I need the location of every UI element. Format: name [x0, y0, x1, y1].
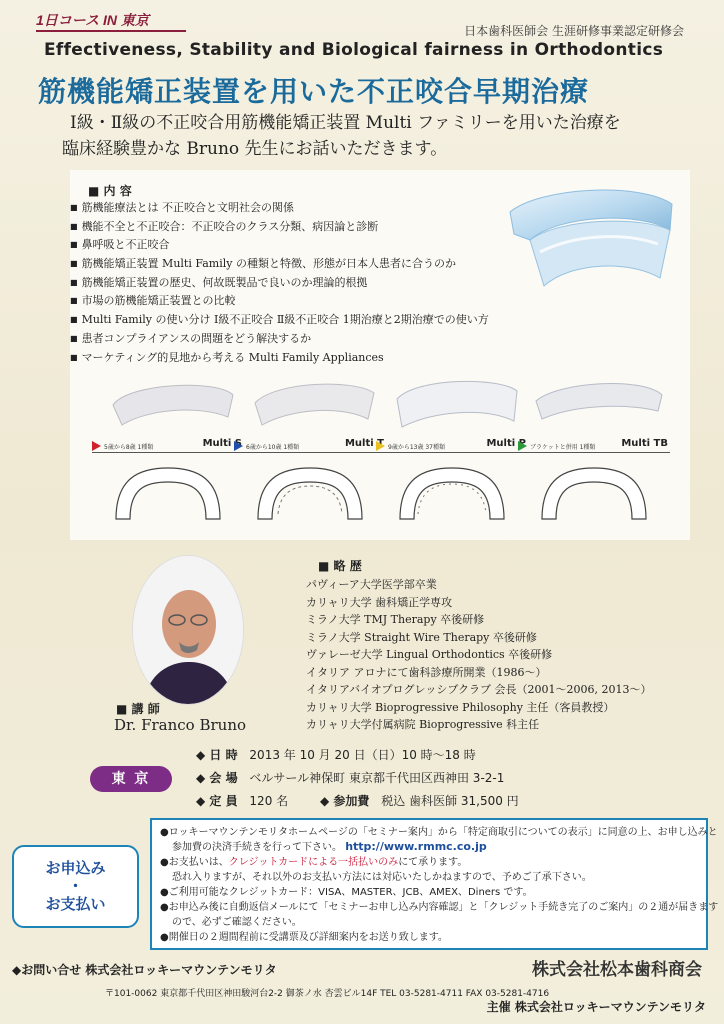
dental-arch-diagram — [250, 464, 370, 524]
event-venue — [196, 769, 504, 786]
list-item: ■ 鼻呼吸と不正咬合 — [70, 236, 510, 255]
apply-line: ●お申込み後に自動返信メールにて「セミナーお申し込み内容確認」と「クレジット手続き完了のご案内」の２通が届きます — [160, 902, 719, 913]
color-marker-icon — [92, 441, 101, 451]
list-item: ヴァレーゼ大学 Lingual Orthodontics 卒後研修 — [306, 648, 553, 661]
appliance-photo — [392, 375, 522, 430]
venue-value: ベルサール神保町 東京都千代田区西神田 3-2-1 — [249, 771, 505, 785]
product-multi-s — [104, 375, 248, 528]
course-tag-text: 1日コース IN 東京 — [36, 12, 149, 28]
list-item: ■ 筋機能矯正装置 Multi Family の種類と特徴、形態が日本人患者に合うのか — [70, 255, 510, 274]
appliance-photo — [108, 375, 238, 430]
date-label: ◆ 日 時 — [196, 748, 238, 762]
apply-badge-line-2: お支払い — [45, 895, 106, 913]
list-item: パヴィーア大学医学部卒業 — [306, 578, 437, 591]
color-marker-icon — [234, 441, 243, 451]
sponsor-name: 主催 株式会社ロッキーマウンテンモリタ — [486, 1000, 706, 1014]
course-tag-underline — [36, 30, 186, 32]
apply-line: 恐れ入りますが、それ以外のお支払い方法には対応いたしかねますので、予めご了承下さい。 — [172, 872, 592, 883]
website-link[interactable]: http://www.rmmc.co.jp — [345, 840, 487, 853]
list-item: ■ 機能不全と不正咬合：不正咬合のクラス分類、病因論と診断 — [70, 218, 510, 237]
accreditation-text: 日本歯科医師会 生涯研修事業認定研修会 — [464, 24, 684, 38]
bio-heading: ■ 略 歴 — [318, 559, 362, 573]
appliance-photo — [534, 375, 664, 430]
list-item: ■ 筋機能矯正装置の歴史、何故既製品で良いのか理論的根拠 — [70, 274, 510, 293]
bio-list — [306, 576, 696, 734]
event-fee — [320, 792, 519, 809]
list-item: ミラノ大学 TMJ Therapy 卒後研修 — [306, 613, 485, 626]
apply-line — [160, 840, 698, 855]
city-badge: 東 京 — [90, 766, 172, 792]
lecturer-name: Dr. Franco Bruno — [114, 716, 247, 734]
product-name: Multi TB — [621, 438, 668, 449]
intro-line-2: 臨床経験豊かな Bruno 先生にお話いただきます。 — [62, 139, 448, 159]
product-age: 5歳から8歳 1種類 — [104, 444, 154, 451]
intro-text — [62, 110, 700, 162]
list-item: ■ 筋機能療法とは 不正咬合と文明社会の関係 — [70, 199, 510, 218]
apply-line: ●ロッキーマウンテンモリタホームページの「セミナー案内」から「特定商取引についての表示」に同意の上、お申し込みと — [160, 827, 718, 838]
inquiry-text: ◆お問い合せ 株式会社ロッキーマウンテンモリタ — [12, 963, 277, 977]
fee-value: 税込 歯科医師 31,500 円 — [381, 794, 519, 808]
list-item: イタリアバイオプログレッシブクラブ 会長（2001～2006, 2013～） — [306, 683, 652, 696]
course-tag — [36, 10, 149, 30]
apply-highlight: クレジットカードによる一括払いのみ — [228, 857, 399, 868]
product-age: 9歳から13歳 37種類 — [388, 444, 445, 451]
list-item: ■ 患者コンプライアンスの問題をどう解決するか — [70, 330, 510, 349]
apply-info-box — [150, 818, 719, 950]
color-marker-icon — [518, 441, 527, 451]
product-multi-tb — [530, 375, 674, 528]
lecturer-heading: ■ 講 師 — [116, 702, 160, 716]
contents-list — [70, 199, 510, 367]
capacity-label: ◆ 定 員 — [196, 794, 238, 808]
dental-arch-diagram — [108, 464, 228, 524]
apply-text: 参加費の決済手続きを行って下さい。 — [172, 842, 342, 853]
inquiry-address: 〒101-0062 東京都千代田区神田駿河台2-2 御茶ノ水 杏雲ビル14F TEL 03-5281-4711 FAX 03-5281-4716 — [105, 989, 550, 999]
title-english: Effectiveness, Stability and Biological fairness in Orthodontics — [44, 40, 664, 60]
list-item: イタリア アロナにて歯科診療所開業（1986～） — [306, 665, 547, 679]
product-age: ブラケットと併用 1種類 — [530, 444, 596, 451]
apply-line: ●開催日の２週間程前に受講票及び詳細案内をお送り致します。 — [160, 932, 448, 943]
product-name: Multi S — [202, 438, 242, 449]
list-item: ■ Multi Family の使い分け Ⅰ級不正咬合 Ⅱ級不正咬合 1期治療と2期治療での使い方 — [70, 311, 510, 330]
contents-heading: ■ 内 容 — [88, 184, 132, 198]
apply-line: ので、必ずご確認ください。 — [172, 917, 302, 928]
product-name: Multi P — [486, 438, 526, 449]
appliance-photo — [500, 182, 680, 292]
apply-text: ●お支払いは、 — [160, 857, 229, 868]
lecturer-portrait — [132, 555, 244, 705]
apply-badge-line-1: お申込み — [45, 859, 106, 877]
intro-line-1: Ⅰ級・Ⅱ級の不正咬合用筋機能矯正装置 Multi ファミリーを用いた治療を — [70, 113, 621, 133]
apply-badge-dot: ・ — [67, 877, 83, 895]
cosponsor-name: 株式会社松本歯科商会 — [532, 960, 702, 980]
color-marker-icon — [376, 441, 385, 451]
apply-badge — [12, 845, 139, 928]
title-japanese: 筋機能矯正装置を用いた不正咬合早期治療 — [38, 75, 590, 108]
product-multi-p — [388, 375, 532, 528]
appliance-photo — [250, 375, 380, 430]
product-name: Multi T — [344, 438, 384, 449]
apply-line — [160, 855, 698, 870]
list-item: ミラノ大学 Straight Wire Therapy 卒後研修 — [306, 630, 537, 644]
fee-label: ◆ 参加費 — [320, 794, 370, 808]
apply-line: ●ご利用可能なクレジットカード：VISA、MASTER、JCB、AMEX、Diners です。 — [160, 887, 533, 898]
event-capacity — [196, 792, 288, 809]
venue-label: ◆ 会 場 — [196, 771, 238, 785]
list-item: ■ マーケティング的見地から考える Multi Family Appliances — [70, 349, 510, 368]
apply-text: にて承ります。 — [398, 857, 468, 868]
product-age: 6歳から10歳 1種類 — [246, 444, 300, 451]
list-item: カリャリ大学 歯科矯正学専攻 — [306, 595, 453, 609]
capacity-value: 120 名 — [249, 794, 289, 808]
date-value: 2013 年 10 月 20 日（日）10 時～18 時 — [249, 748, 476, 762]
list-item: ■ 市場の筋機能矯正装置との比較 — [70, 292, 510, 311]
product-multi-t — [246, 375, 390, 528]
dental-arch-diagram — [534, 464, 654, 524]
event-date — [196, 746, 476, 763]
dental-arch-diagram — [392, 464, 512, 524]
list-item: カリャリ大学 Bioprogressive Philosophy 主任（客員教授） — [306, 700, 615, 714]
list-item: カリャリ大学付属病院 Bioprogressive 科主任 — [306, 718, 540, 731]
